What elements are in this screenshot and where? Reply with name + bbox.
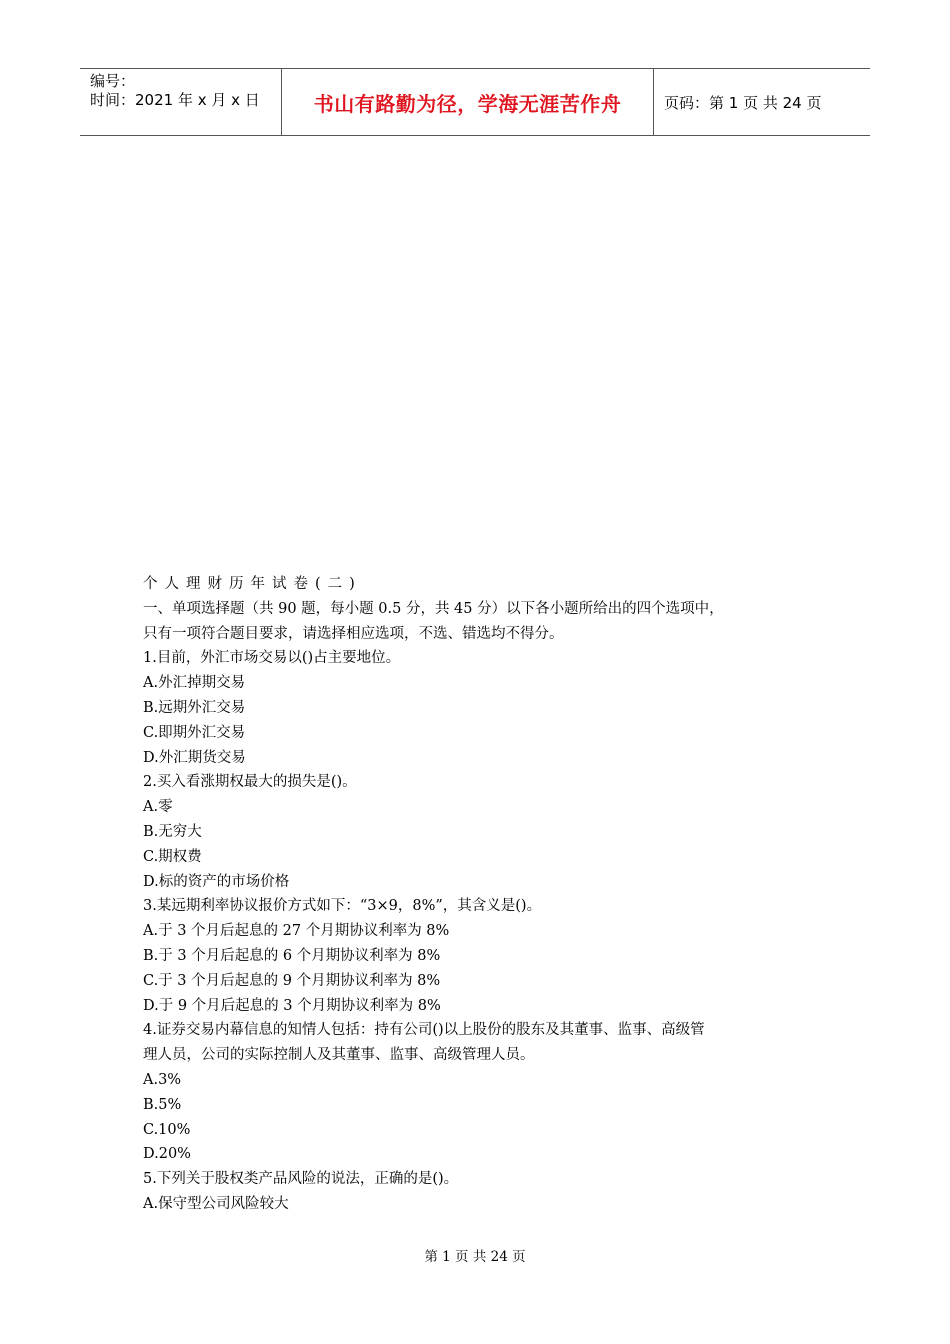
option-line: A.零	[143, 799, 173, 816]
option-line: C.10%	[143, 1121, 191, 1138]
option-line: A.3%	[143, 1071, 182, 1088]
option-line: B.5%	[143, 1096, 182, 1113]
number-label: 编号：	[90, 72, 136, 90]
header-meta	[80, 69, 281, 135]
option-line: D.标的资产的市场价格	[143, 873, 290, 890]
question-4: 4.证券交易内幕信息的知情人包括：持有公司()以上股份的股东及其董事、监事、高级管	[143, 1022, 705, 1039]
option-line: B.远期外汇交易	[143, 699, 246, 716]
option-line: C.即期外汇交易	[143, 724, 246, 741]
option-line: A.于 3 个月后起息的 27 个月期协议利率为 8%	[143, 923, 450, 940]
question-5: 5.下列关于股权类产品风险的说法，正确的是()。	[143, 1171, 459, 1188]
time-label: 时间：2021 年 x 月 x 日	[90, 91, 260, 109]
option-line: A.外汇掉期交易	[143, 675, 246, 692]
option-line: A.保守型公司风险较大	[143, 1195, 289, 1212]
page-info: 页码：第 1 页 共 24 页	[664, 93, 822, 112]
option-line: B.于 3 个月后起息的 6 个月期协议利率为 8%	[143, 947, 441, 964]
option-line: B.无穷大	[143, 823, 202, 840]
question-1: 1.目前，外汇市场交易以()占主要地位。	[143, 650, 401, 667]
header-page-cell	[654, 69, 870, 135]
option-line: D.于 9 个月后起息的 3 个月期协议利率为 8%	[143, 997, 441, 1014]
question-2: 2.买入看涨期权最大的损失是()。	[143, 774, 357, 791]
text-line: 理人员，公司的实际控制人及其董事、监事、高级管理人员。	[143, 1047, 535, 1064]
text-line: 一、单项选择题（共 90 题，每小题 0.5 分，共 45 分）以下各小题所给出的四个选项中，	[143, 600, 724, 617]
motto-text: 书山有路勤为径，学海无涯苦作舟	[313, 91, 622, 116]
page-footer: 第 1 页 共 24 页	[424, 1249, 526, 1265]
question-3: 3.某远期利率协议报价方式如下：“3×9，8%”，其含义是()。	[143, 898, 542, 915]
text-line: 只有一项符合题目要求，请选择相应选项，不选、错选均不得分。	[143, 625, 564, 642]
document-header	[80, 68, 870, 136]
document-body	[143, 572, 813, 1217]
option-line: C.于 3 个月后起息的 9 个月期协议利率为 8%	[143, 972, 441, 989]
document-title: 个人理财历年试卷(二)	[143, 576, 362, 592]
header-motto-cell	[281, 69, 654, 135]
option-line: D.20%	[143, 1146, 191, 1163]
option-line: C.期权费	[143, 848, 202, 865]
option-line: D.外汇期货交易	[143, 749, 246, 766]
